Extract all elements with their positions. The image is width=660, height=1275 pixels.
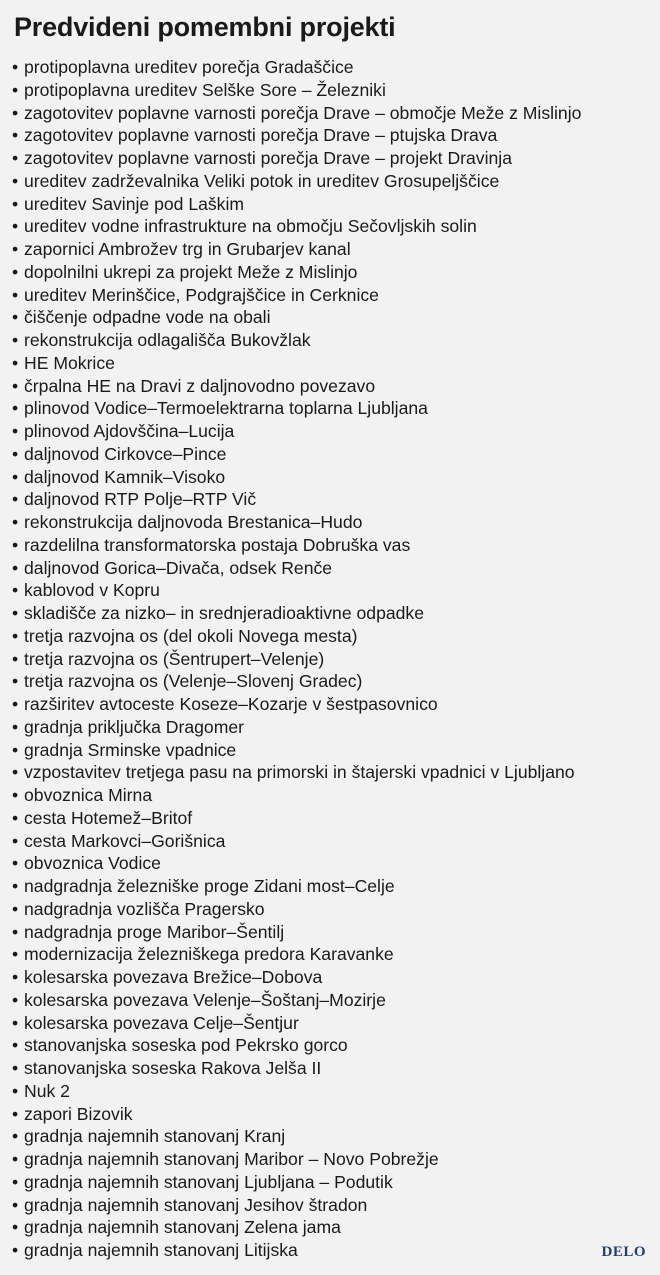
bullet-icon: • xyxy=(12,967,19,987)
bullet-icon: • xyxy=(12,762,19,783)
bullet-icon: • xyxy=(12,898,19,919)
list-item-text: stanovanjska soseska pod Pekrsko gorco xyxy=(24,1035,348,1056)
list-item-text: čiščenje odpadne vode na obali xyxy=(24,307,271,328)
list-item-text: gradnja priključka Dragomer xyxy=(24,716,245,737)
list-item-text: plinovod Vodice–Termoelektrarna toplarna Ljubljana xyxy=(24,398,428,419)
list-item xyxy=(12,1057,581,1080)
bullet-icon: • xyxy=(12,1035,19,1056)
list-item-text: protipoplavna ureditev porečja Gradaščice xyxy=(24,57,354,77)
list-item xyxy=(12,488,581,511)
list-item-text: tretja razvojna os (Velenje–Slovenj Gradec) xyxy=(24,671,363,692)
list-item-text: obvoznica Vodice xyxy=(24,853,161,874)
project-list xyxy=(12,56,581,1262)
list-item-text: vzpostavitev tretjega pasu na primorski in štajerski vpadnici v Ljubljano xyxy=(24,762,575,783)
list-item-text: daljnovod Kamnik–Visoko xyxy=(24,466,226,487)
list-item xyxy=(12,466,581,489)
list-item-text: zapornici Ambrožev trg in Grubarjev kanal xyxy=(24,239,351,259)
bullet-icon: • xyxy=(12,1058,19,1078)
list-item-text: črpalna HE na Dravi z daljnovodno povezavo xyxy=(24,375,376,396)
bullet-icon: • xyxy=(12,489,19,510)
list-item xyxy=(12,966,581,989)
list-item-text: daljnovod RTP Polje–RTP Vič xyxy=(24,489,257,510)
list-item xyxy=(12,102,581,125)
list-item xyxy=(12,215,581,238)
list-item-text: razširitev avtoceste Koseze–Kozarje v šestpasovnico xyxy=(24,694,438,714)
bullet-icon: • xyxy=(12,580,19,601)
list-item-text: rekonstrukcija odlagališča Bukovžlak xyxy=(24,330,311,350)
list-item-text: zagotovitev poplavne varnosti porečja Drave – projekt Dravinja xyxy=(24,148,512,168)
list-item-text: rekonstrukcija daljnovoda Brestanica–Hudo xyxy=(24,512,363,532)
bullet-icon: • xyxy=(12,261,19,282)
list-item-text: gradnja najemnih stanovanj Zelena jama xyxy=(24,1217,341,1238)
list-item-text: ureditev vodne infrastrukture na območju Sečovljskih solin xyxy=(24,216,477,237)
list-item-text: gradnja najemnih stanovanj Jesihov štradon xyxy=(24,1194,368,1215)
list-item-text: skladišče za nizko– in srednjeradioaktivne odpadke xyxy=(24,603,425,623)
list-item-text: tretja razvojna os (Šentrupert–Velenje) xyxy=(24,648,325,669)
list-item-text: zagotovitev poplavne varnosti porečja Drave – ptujska Drava xyxy=(24,125,498,146)
list-item-text: plinovod Ajdovščina–Lucija xyxy=(24,421,235,441)
list-item-text: protipoplavna ureditev Selške Sore – Železniki xyxy=(24,79,386,100)
list-item xyxy=(12,238,581,261)
bullet-icon: • xyxy=(12,671,19,692)
bullet-icon: • xyxy=(12,989,19,1010)
bullet-icon: • xyxy=(12,352,19,373)
list-item xyxy=(12,124,581,147)
bullet-icon: • xyxy=(12,876,19,896)
bullet-icon: • xyxy=(12,239,19,259)
bullet-icon: • xyxy=(12,148,19,168)
list-item-text: daljnovod Gorica–Divača, odsek Renče xyxy=(24,557,333,578)
list-item-text: cesta Markovci–Gorišnica xyxy=(24,830,226,851)
bullet-icon: • xyxy=(12,648,19,669)
list-item-text: tretja razvojna os (del okoli Novega mesta) xyxy=(24,625,358,646)
bullet-icon: • xyxy=(12,534,19,555)
list-item xyxy=(12,170,581,193)
list-item-text: gradnja najemnih stanovanj Ljubljana – Podutik xyxy=(24,1171,393,1192)
list-item xyxy=(12,943,581,966)
list-item xyxy=(12,397,581,420)
bullet-icon: • xyxy=(12,716,19,737)
page-title: Predvideni pomembni projekti xyxy=(14,12,396,42)
bullet-icon: • xyxy=(12,1080,19,1101)
bullet-icon: • xyxy=(12,421,19,441)
bullet-icon: • xyxy=(12,307,19,328)
list-item-text: kolesarska povezava Brežice–Dobova xyxy=(24,967,323,987)
bullet-icon: • xyxy=(12,375,19,396)
bullet-icon: • xyxy=(12,694,19,714)
bullet-icon: • xyxy=(12,1217,19,1238)
list-item-text: zagotovitev poplavne varnosti porečja Drave – območje Meže z Mislinjo xyxy=(24,102,582,123)
bullet-icon: • xyxy=(12,1103,19,1124)
list-item xyxy=(12,625,581,648)
list-item xyxy=(12,852,581,875)
list-item xyxy=(12,1103,581,1126)
bullet-icon: • xyxy=(12,330,19,350)
bullet-icon: • xyxy=(12,1171,19,1192)
bullet-icon: • xyxy=(12,944,19,965)
list-item xyxy=(12,284,581,307)
list-item xyxy=(12,420,581,443)
list-item xyxy=(12,989,581,1012)
list-item xyxy=(12,329,581,352)
list-item xyxy=(12,739,581,762)
bullet-icon: • xyxy=(12,921,19,942)
list-item-text: nadgradnja vozlišča Pragersko xyxy=(24,898,265,919)
list-item xyxy=(12,602,581,625)
list-item-text: obvoznica Mirna xyxy=(24,785,153,805)
list-item xyxy=(12,1239,581,1262)
list-item-text: dopolnilni ukrepi za projekt Meže z Mislinjo xyxy=(24,261,358,282)
list-item xyxy=(12,875,581,898)
list-item xyxy=(12,761,581,784)
list-item-text: nadgradnja proge Maribor–Šentilj xyxy=(24,921,285,942)
list-item xyxy=(12,648,581,671)
bullet-icon: • xyxy=(12,739,19,760)
list-item xyxy=(12,79,581,102)
list-item-text: gradnja najemnih stanovanj Litijska xyxy=(24,1240,298,1260)
list-item xyxy=(12,830,581,853)
list-item-text: gradnja najemnih stanovanj Kranj xyxy=(24,1126,286,1147)
list-item xyxy=(12,784,581,807)
list-item-text: gradnja Srminske vpadnice xyxy=(24,739,237,760)
list-item xyxy=(12,921,581,944)
bullet-icon: • xyxy=(12,398,19,419)
list-item xyxy=(12,579,581,602)
bullet-icon: • xyxy=(12,284,19,305)
bullet-icon: • xyxy=(12,625,19,646)
list-item-text: cesta Hotemež–Britof xyxy=(24,807,193,828)
list-item xyxy=(12,1171,581,1194)
list-item-text: HE Mokrice xyxy=(24,352,115,373)
list-item xyxy=(12,1194,581,1217)
list-item xyxy=(12,534,581,557)
list-item xyxy=(12,1125,581,1148)
bullet-icon: • xyxy=(12,79,19,100)
list-item-text: zapori Bizovik xyxy=(24,1103,133,1124)
list-item xyxy=(12,1216,581,1239)
list-item xyxy=(12,1148,581,1171)
bullet-icon: • xyxy=(12,1149,19,1169)
list-item-text: ureditev Merinščice, Podgrajščice in Cerknice xyxy=(24,284,379,305)
bullet-icon: • xyxy=(12,466,19,487)
list-item-text: daljnovod Cirkovce–Pince xyxy=(24,443,227,464)
list-item xyxy=(12,1012,581,1035)
list-item xyxy=(12,261,581,284)
bullet-icon: • xyxy=(12,603,19,623)
list-item-text: kablovod v Kopru xyxy=(24,580,160,601)
list-item xyxy=(12,193,581,216)
list-item xyxy=(12,898,581,921)
list-item xyxy=(12,716,581,739)
bullet-icon: • xyxy=(12,1240,19,1260)
bullet-icon: • xyxy=(12,216,19,237)
bullet-icon: • xyxy=(12,193,19,214)
list-item xyxy=(12,670,581,693)
bullet-icon: • xyxy=(12,830,19,851)
list-item-text: Nuk 2 xyxy=(24,1080,70,1101)
list-item-text: gradnja najemnih stanovanj Maribor – Novo Pobrežje xyxy=(24,1149,439,1169)
list-item xyxy=(12,375,581,398)
bullet-icon: • xyxy=(12,443,19,464)
list-item-text: ureditev zadrževalnika Veliki potok in ureditev Grosupeljščice xyxy=(24,170,500,191)
bullet-icon: • xyxy=(12,557,19,578)
bullet-icon: • xyxy=(12,170,19,191)
delo-logo: DELO xyxy=(601,1244,646,1260)
bullet-icon: • xyxy=(12,1126,19,1147)
list-item xyxy=(12,147,581,170)
list-item-text: nadgradnja železniške proge Zidani most–Celje xyxy=(24,876,395,896)
list-item xyxy=(12,511,581,534)
list-item xyxy=(12,1034,581,1057)
bullet-icon: • xyxy=(12,102,19,123)
list-item-text: kolesarska povezava Celje–Šentjur xyxy=(24,1012,299,1033)
list-item-text: ureditev Savinje pod Laškim xyxy=(24,193,245,214)
bullet-icon: • xyxy=(12,1012,19,1033)
list-item-text: modernizacija železniškega predora Karavanke xyxy=(24,944,394,965)
list-item xyxy=(12,443,581,466)
bullet-icon: • xyxy=(12,853,19,874)
bullet-icon: • xyxy=(12,57,19,77)
list-item xyxy=(12,807,581,830)
bullet-icon: • xyxy=(12,807,19,828)
list-item xyxy=(12,352,581,375)
bullet-icon: • xyxy=(12,125,19,146)
list-item xyxy=(12,1080,581,1103)
list-item xyxy=(12,306,581,329)
list-item-text: kolesarska povezava Velenje–Šoštanj–Mozirje xyxy=(24,989,386,1010)
bullet-icon: • xyxy=(12,512,19,532)
list-item xyxy=(12,557,581,580)
bullet-icon: • xyxy=(12,1194,19,1215)
bullet-icon: • xyxy=(12,785,19,805)
list-item-text: razdelilna transformatorska postaja Dobruška vas xyxy=(24,534,411,555)
list-item-text: stanovanjska soseska Rakova Jelša II xyxy=(24,1058,322,1078)
list-item xyxy=(12,56,581,79)
list-item xyxy=(12,693,581,716)
